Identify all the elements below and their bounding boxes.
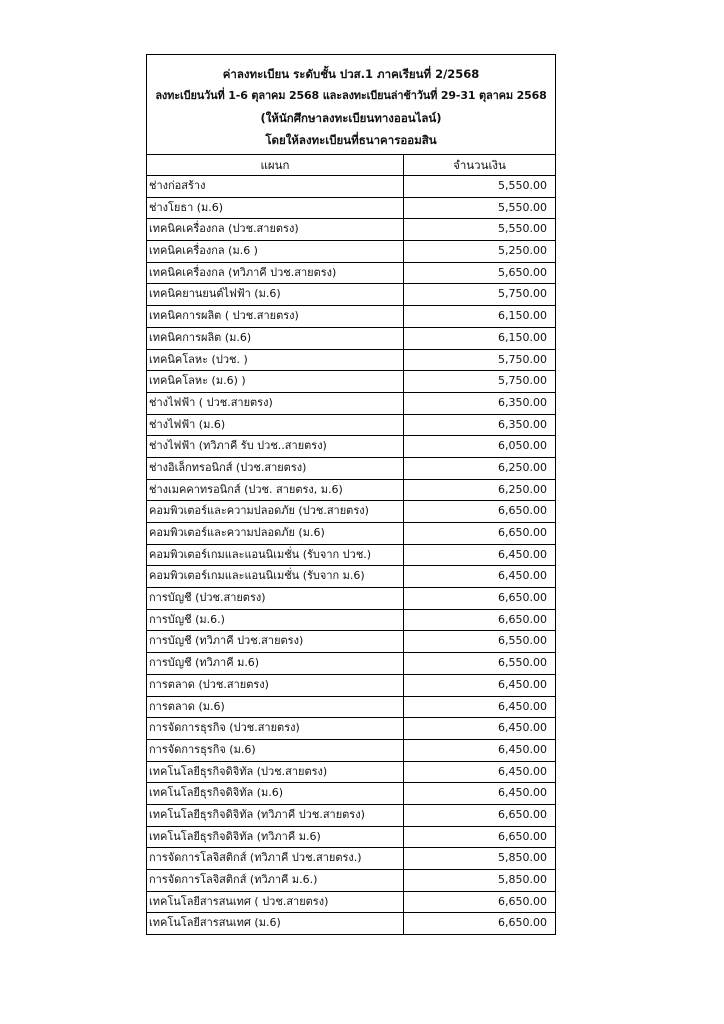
table-row <box>147 306 555 328</box>
table-row <box>147 783 555 805</box>
table-row <box>147 588 555 610</box>
amount-cell: 6,650.00 <box>498 591 547 605</box>
department-cell: เทคโนโลยีธุรกิจดิจิทัล (ทวิภาคี ม.6) <box>147 827 404 848</box>
table-row <box>147 501 555 523</box>
department-cell: เทคโนโลยีธุรกิจดิจิทัล (ม.6) <box>147 783 404 804</box>
department-cell: เทคนิคเครื่องกล (ม.6 ) <box>147 241 404 262</box>
table-row <box>147 393 555 415</box>
amount-cell: 6,450.00 <box>498 786 547 800</box>
amount-cell: 6,350.00 <box>498 395 547 409</box>
department-cell: การตลาด (ม.6) <box>147 697 404 718</box>
table-row <box>147 892 555 914</box>
department-cell: ช่างไฟฟ้า ( ปวช.สายตรง) <box>147 393 404 414</box>
table-row <box>147 805 555 827</box>
table-row <box>147 350 555 372</box>
table-row <box>147 458 555 480</box>
amount-cell: 6,450.00 <box>498 721 547 735</box>
department-cell: เทคโนโลยีสารสนเทศ (ม.6) <box>147 913 404 934</box>
department-cell: คอมพิวเตอร์และความปลอดภัย (ม.6) <box>147 523 404 544</box>
table-row <box>147 870 555 892</box>
department-cell: ช่างโยธา (ม.6) <box>147 198 404 219</box>
department-cell: เทคนิคยานยนต์ไฟฟ้า (ม.6) <box>147 284 404 305</box>
table-body <box>147 176 555 934</box>
table-row <box>147 566 555 588</box>
amount-cell: 6,650.00 <box>498 829 547 843</box>
bank-note: โดยให้ลงทะเบียนที่ธนาคารออมสิน <box>265 133 437 147</box>
amount-cell: 6,350.00 <box>498 417 547 431</box>
department-cell: การบัญชี (ทวิภาคี ม.6) <box>147 653 404 674</box>
amount-cell: 6,250.00 <box>498 460 547 474</box>
table-row <box>147 523 555 545</box>
amount-cell: 5,850.00 <box>498 851 547 865</box>
registration-dates: ลงทะเบียนวันที่ 1-6 ตุลาคม 2568 และลงทะเบียนล่าช้าวันที่ 29-31 ตุลาคม 2568 <box>155 89 547 102</box>
department-cell: ช่างไฟฟ้า (ม.6) <box>147 415 404 436</box>
amount-cell: 6,150.00 <box>498 330 547 344</box>
amount-cell: 6,650.00 <box>498 916 547 930</box>
department-cell: การจัดการโลจิสติกส์ (ทวิภาคี ปวช.สายตรง.) <box>147 848 404 869</box>
department-cell: คอมพิวเตอร์และความปลอดภัย (ปวช.สายตรง) <box>147 501 404 522</box>
amount-cell: 5,550.00 <box>498 222 547 236</box>
amount-cell: 6,450.00 <box>498 569 547 583</box>
department-cell: การบัญชี (ทวิภาคี ปวช.สายตรง) <box>147 631 404 652</box>
department-cell: เทคนิคโลหะ (ม.6) ) <box>147 371 404 392</box>
table-row <box>147 545 555 567</box>
department-cell: การบัญชี (ปวช.สายตรง) <box>147 588 404 609</box>
table-row <box>147 913 555 934</box>
amount-cell: 6,650.00 <box>498 894 547 908</box>
department-cell: เทคนิคเครื่องกล (ปวช.สายตรง) <box>147 219 404 240</box>
amount-cell: 6,650.00 <box>498 526 547 539</box>
department-cell: ช่างอิเล็กทรอนิกส์ (ปวช.สายตรง) <box>147 458 404 479</box>
amount-cell: 5,550.00 <box>498 200 547 214</box>
amount-cell: 5,250.00 <box>498 244 547 258</box>
table-row <box>147 219 555 241</box>
table-row <box>147 436 555 458</box>
online-note: (ให้นักศึกษาลงทะเบียนทางออนไลน์) <box>260 111 442 125</box>
department-cell: การจัดการโลจิสติกส์ (ทวิภาคี ม.6.) <box>147 870 404 891</box>
column-header-row <box>147 155 555 176</box>
table-row <box>147 740 555 762</box>
department-cell: เทคนิคการผลิต (ม.6) <box>147 328 404 349</box>
amount-cell: 6,650.00 <box>498 807 547 821</box>
department-cell: การตลาด (ปวช.สายตรง) <box>147 675 404 696</box>
table-header <box>147 55 555 155</box>
table-row <box>147 848 555 870</box>
department-cell: เทคนิคเครื่องกล (ทวิภาคี ปวช.สายตรง) <box>147 263 404 284</box>
table-row <box>147 284 555 306</box>
amount-cell: 6,450.00 <box>498 699 547 713</box>
department-cell: ช่างไฟฟ้า (ทวิภาคี รับ ปวช..สายตรง) <box>147 436 404 457</box>
amount-cell: 6,450.00 <box>498 764 547 778</box>
amount-cell: 6,550.00 <box>498 634 547 648</box>
table-row <box>147 263 555 285</box>
amount-cell: 5,750.00 <box>498 374 547 388</box>
table-row <box>147 198 555 220</box>
department-cell: การจัดการธุรกิจ (ปวช.สายตรง) <box>147 718 404 739</box>
table-row <box>147 653 555 675</box>
department-cell: เทคนิคการผลิต ( ปวช.สายตรง) <box>147 306 404 327</box>
table-row <box>147 762 555 784</box>
department-cell: เทคโนโลยีธุรกิจดิจิทัล (ทวิภาคี ปวช.สายตรง) <box>147 805 404 826</box>
table-row <box>147 631 555 653</box>
department-cell: เทคโนโลยีสารสนเทศ ( ปวช.สายตรง) <box>147 892 404 913</box>
column-header-amount: จำนวนเงิน <box>453 158 506 172</box>
department-cell: คอมพิวเตอร์เกมและแอนนิเมชั่น (รับจาก ม.6) <box>147 566 404 587</box>
fee-table <box>146 54 556 935</box>
table-row <box>147 415 555 437</box>
amount-cell: 6,250.00 <box>498 482 547 496</box>
amount-cell: 5,750.00 <box>498 287 547 301</box>
table-row <box>147 697 555 719</box>
table-row <box>147 328 555 350</box>
amount-cell: 6,650.00 <box>498 612 547 626</box>
department-cell: เทคนิคโลหะ (ปวช. ) <box>147 350 404 371</box>
department-cell: เทคโนโลยีธุรกิจดิจิทัล (ปวช.สายตรง) <box>147 762 404 783</box>
table-row <box>147 718 555 740</box>
department-cell: การจัดการธุรกิจ (ม.6) <box>147 740 404 761</box>
amount-cell: 5,550.00 <box>498 179 547 192</box>
table-row <box>147 827 555 849</box>
department-cell: การบัญชี (ม.6.) <box>147 610 404 631</box>
table-row <box>147 176 555 198</box>
department-cell: ช่างก่อสร้าง <box>147 176 404 197</box>
table-row <box>147 610 555 632</box>
amount-cell: 6,150.00 <box>498 309 547 323</box>
amount-cell: 6,550.00 <box>498 656 547 670</box>
amount-cell: 6,450.00 <box>498 547 547 561</box>
amount-cell: 5,650.00 <box>498 265 547 279</box>
department-cell: คอมพิวเตอร์เกมและแอนนิเมชั่น (รับจาก ปวช.) <box>147 545 404 566</box>
table-row <box>147 241 555 263</box>
table-row <box>147 480 555 502</box>
amount-cell: 5,850.00 <box>498 873 547 886</box>
amount-cell: 6,650.00 <box>498 504 547 518</box>
table-row <box>147 675 555 697</box>
amount-cell: 6,450.00 <box>498 742 547 756</box>
amount-cell: 6,450.00 <box>498 677 547 691</box>
department-cell: ช่างเมคคาทรอนิกส์ (ปวช. สายตรง, ม.6) <box>147 480 404 501</box>
table-row <box>147 371 555 393</box>
amount-cell: 5,750.00 <box>498 352 547 366</box>
title: ค่าลงทะเบียน ระดับชั้น ปวส.1 ภาคเรียนที่ 2/2568 <box>222 67 480 81</box>
amount-cell: 6,050.00 <box>498 439 547 453</box>
column-header-department: แผนก <box>147 155 404 175</box>
